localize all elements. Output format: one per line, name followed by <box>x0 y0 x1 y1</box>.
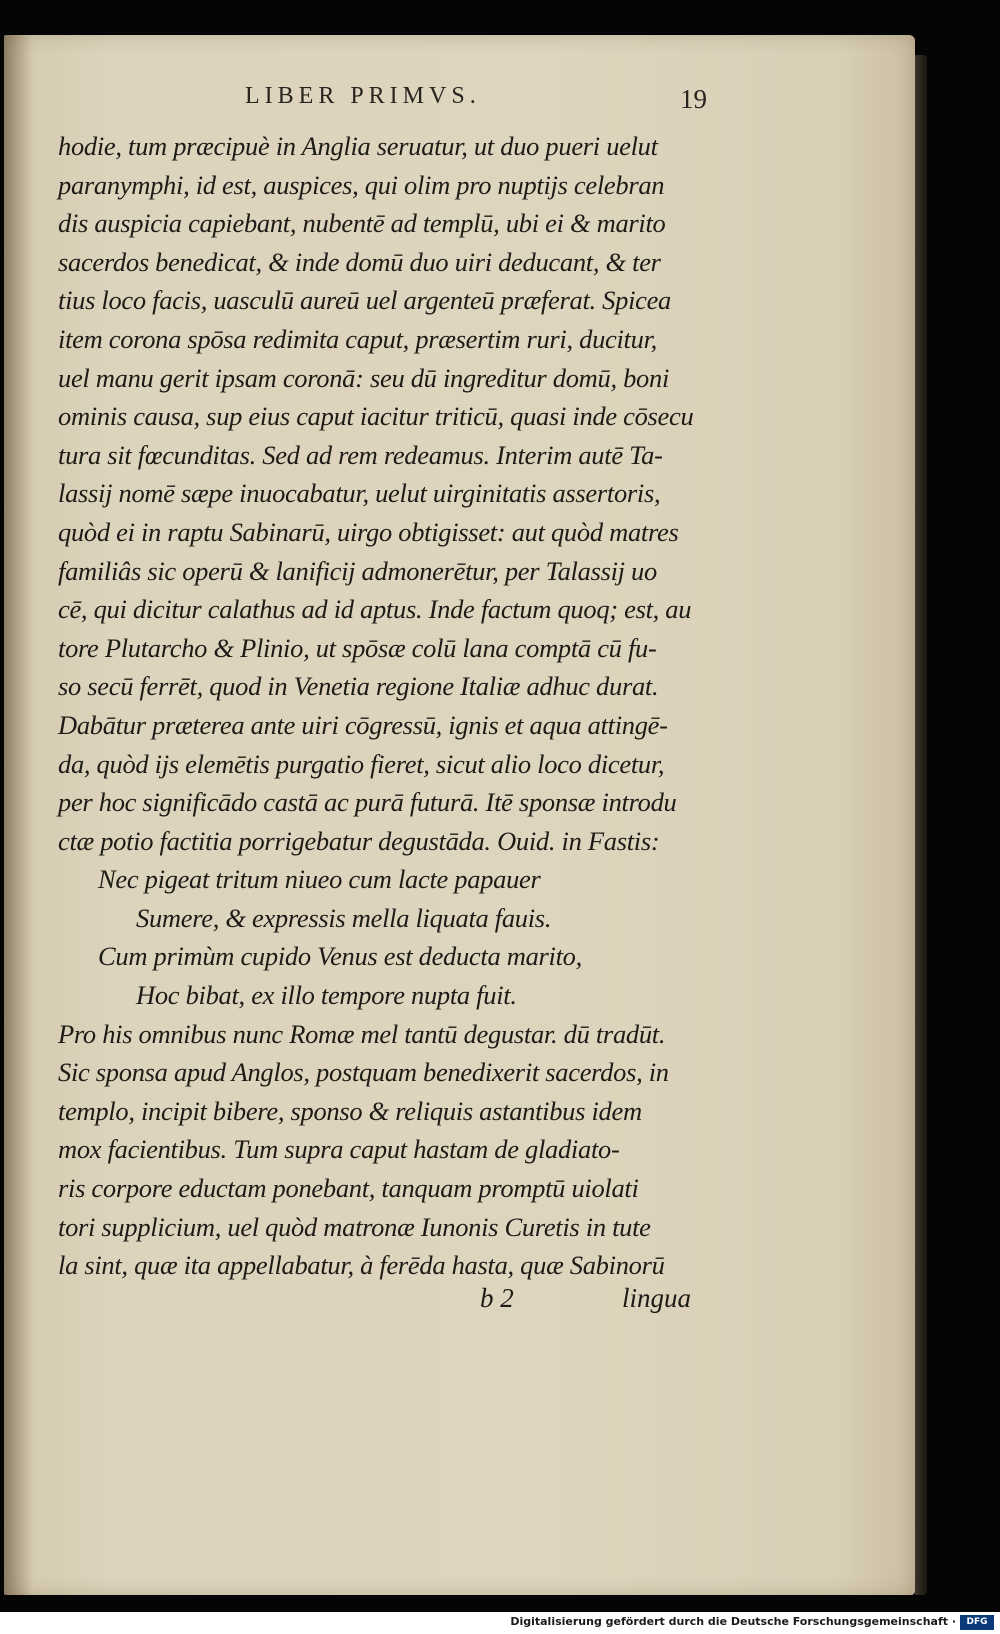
prose-paragraph <box>58 127 718 860</box>
catchword: lingua <box>622 1283 692 1313</box>
text-line: hodie, tum præcipuè in Anglia seruatur, ut duo pueri uelut <box>58 131 658 161</box>
verse-quotation <box>58 860 718 1014</box>
page-edge <box>915 55 927 1595</box>
text-line: quòd ei in raptu Sabinarū, uirgo obtigisset: aut quòd matres <box>58 516 679 547</box>
page-gutter-shadow <box>4 35 34 1595</box>
text-line: da, quòd ijs elemētis purgatio fieret, sicut alio loco dicetur, <box>58 748 665 779</box>
running-head: LIBER PRIMVS. <box>245 83 481 109</box>
text-line: familiâs sic operū & lanificij admonerētur, per Talassij uo <box>58 555 657 586</box>
funding-footer <box>0 1612 1000 1634</box>
text-line: ris corpore eductam ponebant, tanquam promptū uiolati <box>58 1173 639 1204</box>
text-line: paranymphi, id est, auspices, qui olim pro nuptijs celebran <box>58 169 665 200</box>
verse-line: Cum primùm cupido Venus est deducta marito, <box>98 941 582 972</box>
text-line: Dabātur præterea ante uiri cōgressū, ignis et aqua attingē- <box>58 709 668 740</box>
funding-credit: Digitalisierung gefördert durch die Deutsche Forschungsgemeinschaft · <box>510 1615 956 1628</box>
closing-paragraph <box>58 1015 718 1285</box>
text-line: tore Plutarcho & Plinio, ut spōsæ colū lana comptā cū fu- <box>58 632 657 663</box>
text-line: sacerdos benedicat, & inde domū duo uiri deducant, & ter <box>58 246 661 277</box>
text-line: per hoc significādo castā ac purā futurā. Itē sponsæ introdu <box>58 787 677 818</box>
text-line: Sic sponsa apud Anglos, postquam benedixerit sacerdos, in <box>58 1057 669 1088</box>
text-line: tius loco facis, uasculū aureū uel argenteū præferat. Spicea <box>58 285 672 316</box>
text-line: uel manu gerit ipsam coronā: seu dū ingreditur domū, boni <box>58 362 670 393</box>
text-line: item corona spōsa redimita caput, præsertim ruri, ducitur, <box>58 323 657 354</box>
signature-mark: b 2 <box>480 1283 514 1313</box>
text-line: lassij nomē sæpe inuocabatur, uelut uirginitatis assertoris, <box>58 478 661 509</box>
text-line: ctæ potio factitia porrigebatur degustāda. Ouid. in Fastis: <box>58 825 660 856</box>
text-line: Pro his omnibus nunc Romæ mel tantū degustar. dū tradūt. <box>58 1018 666 1049</box>
text-line: ominis causa, sup eius caput iacitur triticū, quasi inde cōsecu <box>58 401 694 432</box>
text-line: so secū ferrēt, quod in Venetia regione Italiæ adhuc durat. <box>58 671 659 702</box>
verse-line: Hoc bibat, ex illo tempore nupta fuit. <box>136 980 517 1011</box>
verse-line: Nec pigeat tritum niueo cum lacte papauer <box>98 864 541 895</box>
text-line: cē, qui dicitur calathus ad id aptus. Inde factum quoq; est, au <box>58 594 692 625</box>
text-line: la sint, quæ ita appellabatur, à ferēda hasta, quæ Sabinorū <box>58 1250 665 1281</box>
page-number: 19 <box>680 84 707 114</box>
dfg-logo-icon: DFG <box>960 1615 994 1630</box>
text-line: tura sit fœcunditas. Sed ad rem redeamus. Interim autē Ta- <box>58 439 663 470</box>
text-line: tori supplicium, uel quòd matronæ Iunonis Curetis in tute <box>58 1211 651 1242</box>
text-line: templo, incipit bibere, sponso & reliquis astantibus idem <box>58 1095 642 1126</box>
text-line: dis auspicia capiebant, nubentē ad templū, ubi ei & marito <box>58 208 666 239</box>
text-block <box>58 127 718 1285</box>
text-line: mox facientibus. Tum supra caput hastam de gladiato- <box>58 1134 620 1165</box>
verse-line: Sumere, & expressis mella liquata fauis. <box>136 902 552 933</box>
